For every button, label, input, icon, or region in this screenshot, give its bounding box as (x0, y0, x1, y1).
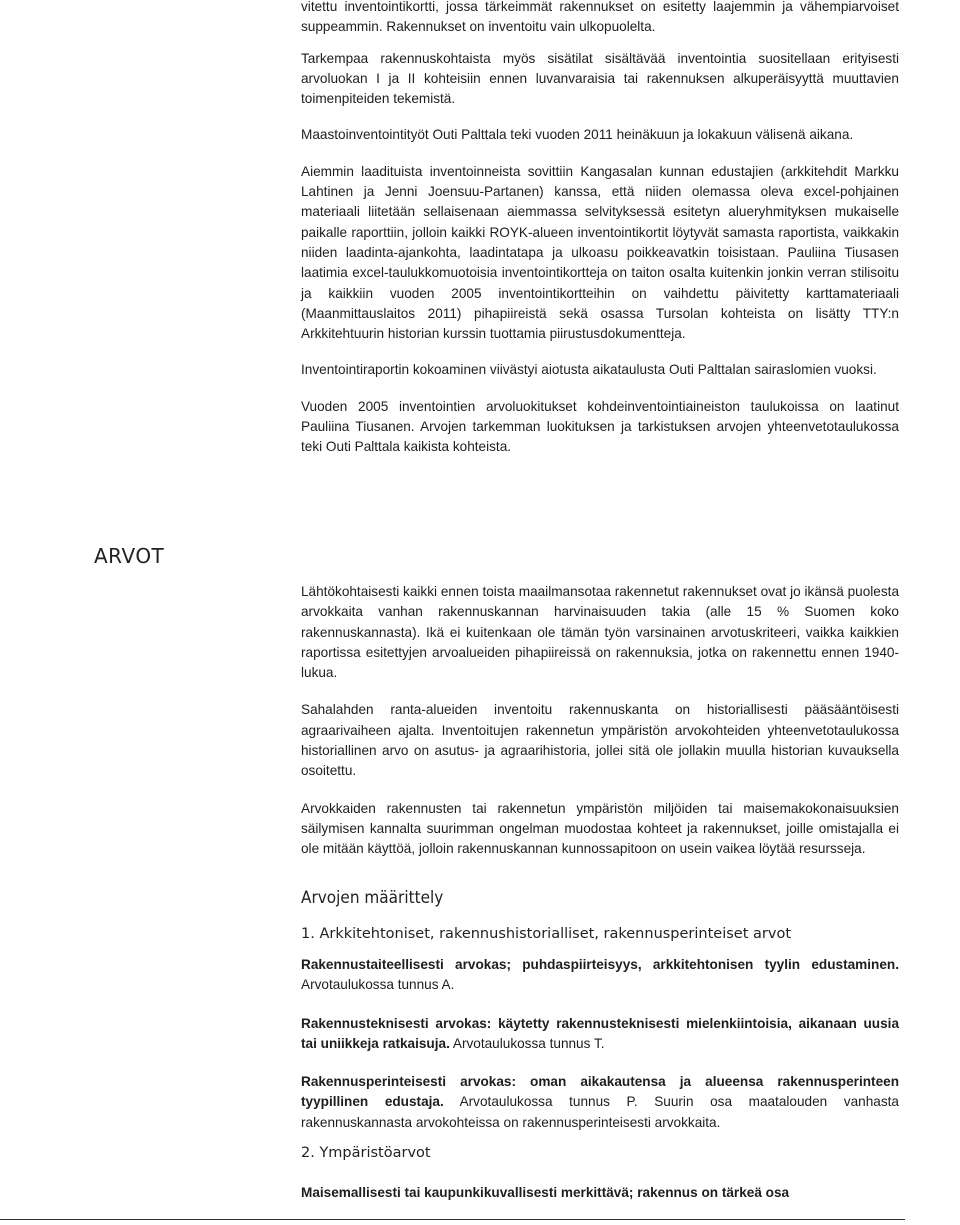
page-bottom-rule (0, 1219, 905, 1220)
body-text-arvot (301, 582, 899, 860)
paragraph: Sahalahden ranta-alueiden inventoitu rakennuskanta on historiallisesti pääsääntöisesti agraarivaiheen ajalta. Inventoitujen rakennetun ympäristön arvokohteiden yhteenvetotaulukossa historiallinen arvo on asutus- ja agraarihistoria, jollei sitä ole jollakin muulla historian kuvauksella osoitettu. (301, 702, 899, 779)
category-heading: 2. Ympäristöarvot (301, 1145, 431, 1161)
paragraph: Arvokkaiden rakennusten tai rakennetun ympäristön miljöiden tai maisemakokonaisuuksien säilymisen kannalta suurimman ongelman muodostaa kohteet ja rakennukset, joille omistajalla ei ole mitään käyttöä, jolloin rakennuskannan kunnossapitoon on usein vaikea löytää resursseja. (301, 800, 899, 857)
value-description: Arvotaulukossa tunnus A. (301, 977, 455, 993)
paragraph: Tarkempaa rakennuskohtaista myös sisätilat sisältävää inventointia suositellaan erityisesti arvoluokan I ja II kohteisiin ennen luvanvaraisia tai rakennuksen alkuperäisyyttä muuttavien toimenpiteiden tekemistä. (301, 50, 899, 107)
value-term: Rakennusteknisesti arvokas: käytetty rakennusteknisesti mielenkiintoisia, aikanaan uusia tai uniikkeja ratkaisuja. (301, 1015, 899, 1051)
value-definition (301, 1183, 899, 1203)
value-definition (301, 1014, 899, 1055)
paragraph: Inventointiraportin kokoaminen viivästyi aiotusta aikataulusta Outi Palttalan sairaslomien vuoksi. (301, 362, 877, 378)
value-definition (301, 1072, 899, 1133)
paragraph: Aiemmin laadituista inventoinneista sovittiin Kangasalan kunnan edustajien (arkkitehdit Markku Lahtinen ja Jenni Joensuu-Partanen) kanssa, että niiden olemassa oleva excel-pohjainen materiaali liitetään sellaisenaan aiemmassa selvityksessä esitetyn alueryhmityksen mukaiselle paikalle raporttiin, jolloin kaikki ROYK-alueen inventointikortit löytyvät samasta raportista, vaikkakin niiden laadinta-ajankohta, laadintatapa ja ulkoasu poikkeavatkin toisistaan. Pauliina Tiusasen laatimia excel-taulukkomuotoisia inventointikortteja on taiton osalta kuitenkin jonkin verran stilisoitu ja kaikkiin vuoden 2005 inventointikortteihin on vaihdettu päivitetty karttamateriaali (Maanmittauslaitos 2011) pihapiireistä sekä osassa Tursolan kohteista on lisätty TTY:n Arkkitehtuurin historian kurssin tuottamia piirustusdokumentteja. (301, 163, 899, 342)
paragraph: Vuoden 2005 inventointien arvoluokitukset kohdeinventointiaineiston taulukoissa on laatinut Pauliina Tiusanen. Arvojen tarkemman luokituksen ja tarkistuksen arvojen yhteenvetotaulukossa teki Outi Palttala kaikista kohteista. (301, 398, 899, 455)
value-description: Arvotaulukossa tunnus T. (449, 1035, 605, 1051)
category-items (301, 955, 899, 1133)
value-description: Arvotaulukossa tunnus P. Suurin osa maatalouden vanhasta rakennuskannasta arvokohteissa on rakennusperinteisesti arvokkaita. (301, 1094, 899, 1130)
subheading: Arvojen määrittely (301, 888, 444, 908)
paragraph: Maastoinventointityöt Outi Palttala teki vuoden 2011 heinäkuun ja lokakuun välisenä aikana. (301, 127, 854, 143)
value-term: Rakennusperinteisesti arvokas: oman aikakautensa ja alueensa rakennusperinteen tyypillinen edustaja. (301, 1074, 899, 1110)
category-items (301, 1183, 899, 1203)
body-text-top (301, 0, 899, 458)
paragraph: vitettu inventointikortti, jossa tärkeimmät rakennukset on esitetty laajemmin ja vähempiarvoiset suppeammin. Rakennukset on inventoitu vain ulkopuolelta. (301, 0, 899, 35)
section-title: ARVOT (94, 544, 165, 568)
value-term: Maisemallisesti tai kaupunkikuvallisesti merkittävä; rakennus on tärkeä osa (301, 1185, 790, 1200)
paragraph: Lähtökohtaisesti kaikki ennen toista maailmansotaa rakennetut rakennukset ovat jo ikänsä puolesta arvokkaita vanhan rakennuskannan harvinaisuuden takia (alle 15 % Suomen koko rakennuskannasta). Ikä ei kuitenkaan ole tämän työn varsinainen arvotuskriteeri, vaikka kaikkien raportissa esitettyjen arvoalueiden pihapiireissä on rakennuksia, jotka on rakennettu ennen 1940-lukua. (301, 584, 899, 681)
category-heading: 1. Arkkitehtoniset, rakennushistorialliset, rakennusperinteiset arvot (301, 926, 792, 942)
value-term: Rakennustaiteellisesti arvokas; puhdaspiirteisyys, arkkitehtonisen tyylin edustaminen. (301, 957, 899, 972)
value-definition (301, 955, 899, 996)
